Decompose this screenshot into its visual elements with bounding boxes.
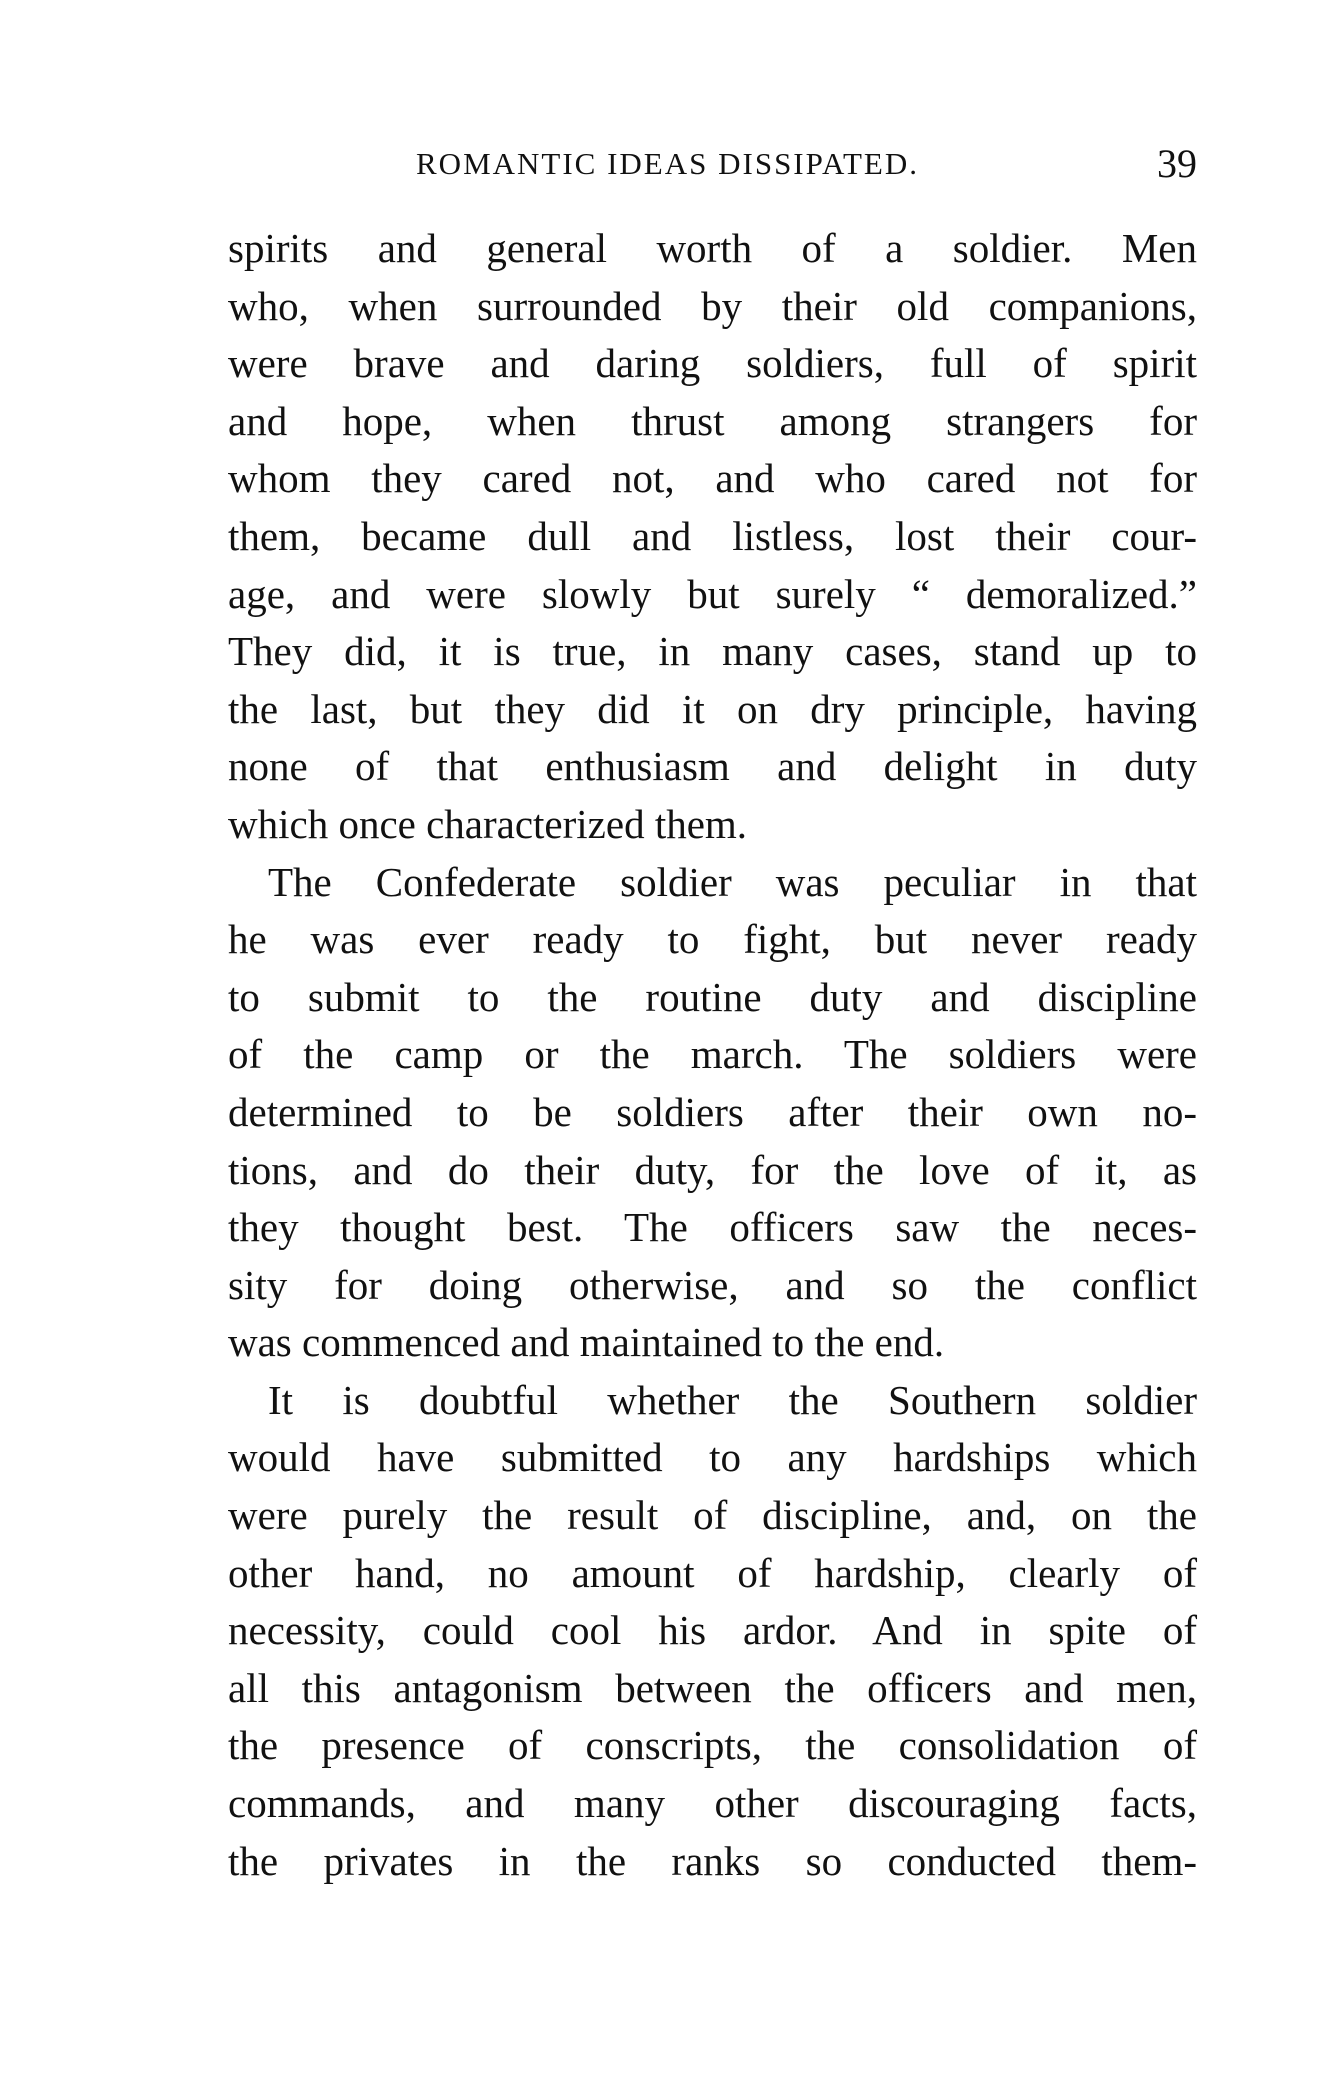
text-line: necessity, could cool his ardor. And in spite of (228, 1607, 1197, 1654)
text-line: and hope, when thrust among strangers for (228, 397, 1197, 444)
text-line: they thought best. The officers saw the neces- (228, 1204, 1197, 1251)
text-line: whom they cared not, and who cared not for (228, 455, 1197, 502)
text-line: none of that enthusiasm and delight in duty (228, 743, 1197, 790)
text-line: the presence of conscripts, the consolidation of (228, 1722, 1197, 1769)
text-line: which once characterized them. (228, 800, 748, 847)
text-line: tions, and do their duty, for the love of it, as (228, 1146, 1197, 1193)
text-line: he was ever ready to fight, but never ready (228, 916, 1197, 963)
running-title: ROMANTIC IDEAS DISSIPATED. (416, 146, 919, 181)
paragraph (228, 1372, 1197, 1890)
page-body (228, 220, 1197, 1890)
text-line: other hand, no amount of hardship, clearly of (228, 1549, 1197, 1596)
text-line: of the camp or the march. The soldiers were (228, 1031, 1197, 1078)
text-line: age, and were slowly but surely “ demoralized.” (228, 570, 1197, 617)
text-line: the privates in the ranks so conducted them- (228, 1837, 1197, 1884)
text-line: determined to be soldiers after their own no- (228, 1088, 1197, 1135)
text-line: the last, but they did it on dry principle, having (228, 685, 1197, 732)
text-line: all this antagonism between the officers and men, (228, 1664, 1197, 1711)
text-line: was commenced and maintained to the end. (228, 1319, 945, 1366)
text-line: were brave and daring soldiers, full of spirit (228, 340, 1197, 387)
text-line: them, became dull and listless, lost their cour- (228, 512, 1197, 559)
text-line: sity for doing otherwise, and so the conflict (228, 1261, 1197, 1308)
text-line: They did, it is true, in many cases, stand up to (228, 628, 1197, 675)
text-line: to submit to the routine duty and discipline (228, 973, 1197, 1020)
paragraph (228, 220, 1197, 854)
text-line: The Confederate soldier was peculiar in that (268, 858, 1197, 905)
text-line: would have submitted to any hardships which (228, 1434, 1197, 1481)
text-line: commands, and many other discouraging facts, (228, 1780, 1197, 1827)
text-line: who, when surrounded by their old companions, (228, 282, 1197, 329)
running-header (228, 140, 1197, 190)
text-line: were purely the result of discipline, and, on the (228, 1492, 1197, 1539)
paragraph (228, 854, 1197, 1372)
page-number: 39 (1157, 141, 1197, 186)
text-line: It is doubtful whether the Southern soldier (268, 1376, 1197, 1423)
text-line: spirits and general worth of a soldier. Men (228, 225, 1197, 271)
